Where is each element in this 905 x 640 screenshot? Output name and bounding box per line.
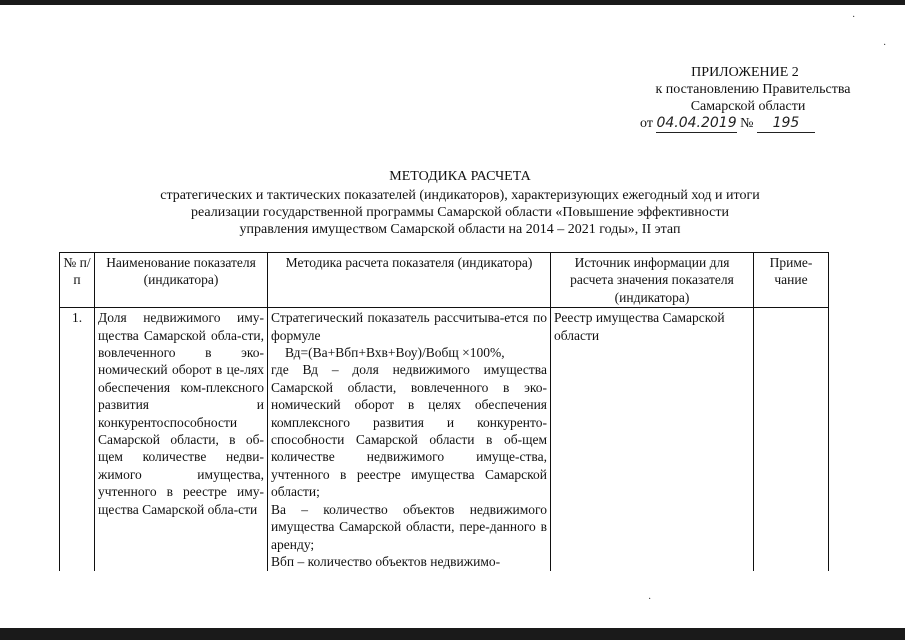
appendix-block — [560, 64, 860, 115]
header-method: Методика расчета показателя (индикатора) — [268, 253, 551, 308]
row-note — [754, 308, 829, 572]
table-row — [60, 308, 829, 572]
appendix-title: ПРИЛОЖЕНИЕ 2 — [691, 65, 799, 80]
scan-speck: · — [883, 40, 887, 51]
method-paragraph-3: Вбп – количество объектов недвижимо- — [271, 553, 501, 569]
from-label: от — [640, 116, 653, 131]
header-source: Источник информации для расчета значения показателя (индикатора) — [551, 253, 754, 308]
method-paragraph-2: Ва – количество объектов недвижимого имущества Самарской области, пере-данного в аренду; — [271, 501, 547, 552]
row-number: 1. — [60, 308, 95, 572]
number-sign: № — [740, 116, 754, 131]
heading-line-2: реализации государственной программы Самарской области «Повышение эффективности — [191, 205, 729, 220]
appendix-line-2: Самарской области — [690, 99, 806, 114]
row-method — [268, 308, 551, 572]
heading-line-1: стратегических и тактических показателей (индикаторов), характеризующих ежегодный ход и итоги — [160, 188, 760, 203]
method-formula: Вд=(Ва+Вбп+Вхв+Воу)/Вобщ ×100%, — [285, 345, 505, 361]
row-source: Реестр имущества Самарской области — [551, 308, 754, 572]
scan-speck: · — [852, 12, 856, 23]
scan-top-edge — [0, 0, 905, 5]
header-indicator-name: Наименование показателя (индикатора) — [95, 253, 268, 308]
indicators-table — [59, 252, 829, 571]
row-indicator-name: Доля недвижимого иму-щества Самарской обла-сти, вовлеченного в эко-номический оборот в це-лях обеспечения ком-плексного развития и конкурентоспособности Самарской области, в об-щем количестве недви-жимого имущества, учтенного в реестре иму-щества Самарской обла-сти — [95, 308, 268, 572]
header-note: Приме-чание — [754, 253, 829, 308]
appendix-date-line — [640, 114, 815, 133]
handwritten-date: 04.04.2019 — [656, 115, 737, 131]
handwritten-number: 195 — [757, 114, 815, 133]
method-intro: Стратегический показатель рассчитыва-ется по формуле — [271, 310, 547, 343]
document-heading — [100, 168, 820, 238]
method-paragraph-1: где Вд – доля недвижимого имущества Самарской области, вовлеченного в эко-номический оборот в целях обеспечения комплексного развития и конкуренто-способности Самарской области в об-щем количестве недвижимого имуще-ства, учтенного в реестре имущества Самарской области; — [271, 362, 547, 500]
scan-speck: · — [648, 594, 652, 605]
appendix-line-1: к постановлению Правительства — [655, 82, 851, 97]
scan-bottom-edge — [0, 628, 905, 640]
heading-title: МЕТОДИКА РАСЧЕТА — [389, 169, 531, 184]
heading-line-3: управления имуществом Самарской области на 2014 – 2021 годы», II этап — [239, 222, 681, 237]
header-number: № п/п — [60, 253, 95, 308]
table-header-row — [60, 253, 829, 308]
